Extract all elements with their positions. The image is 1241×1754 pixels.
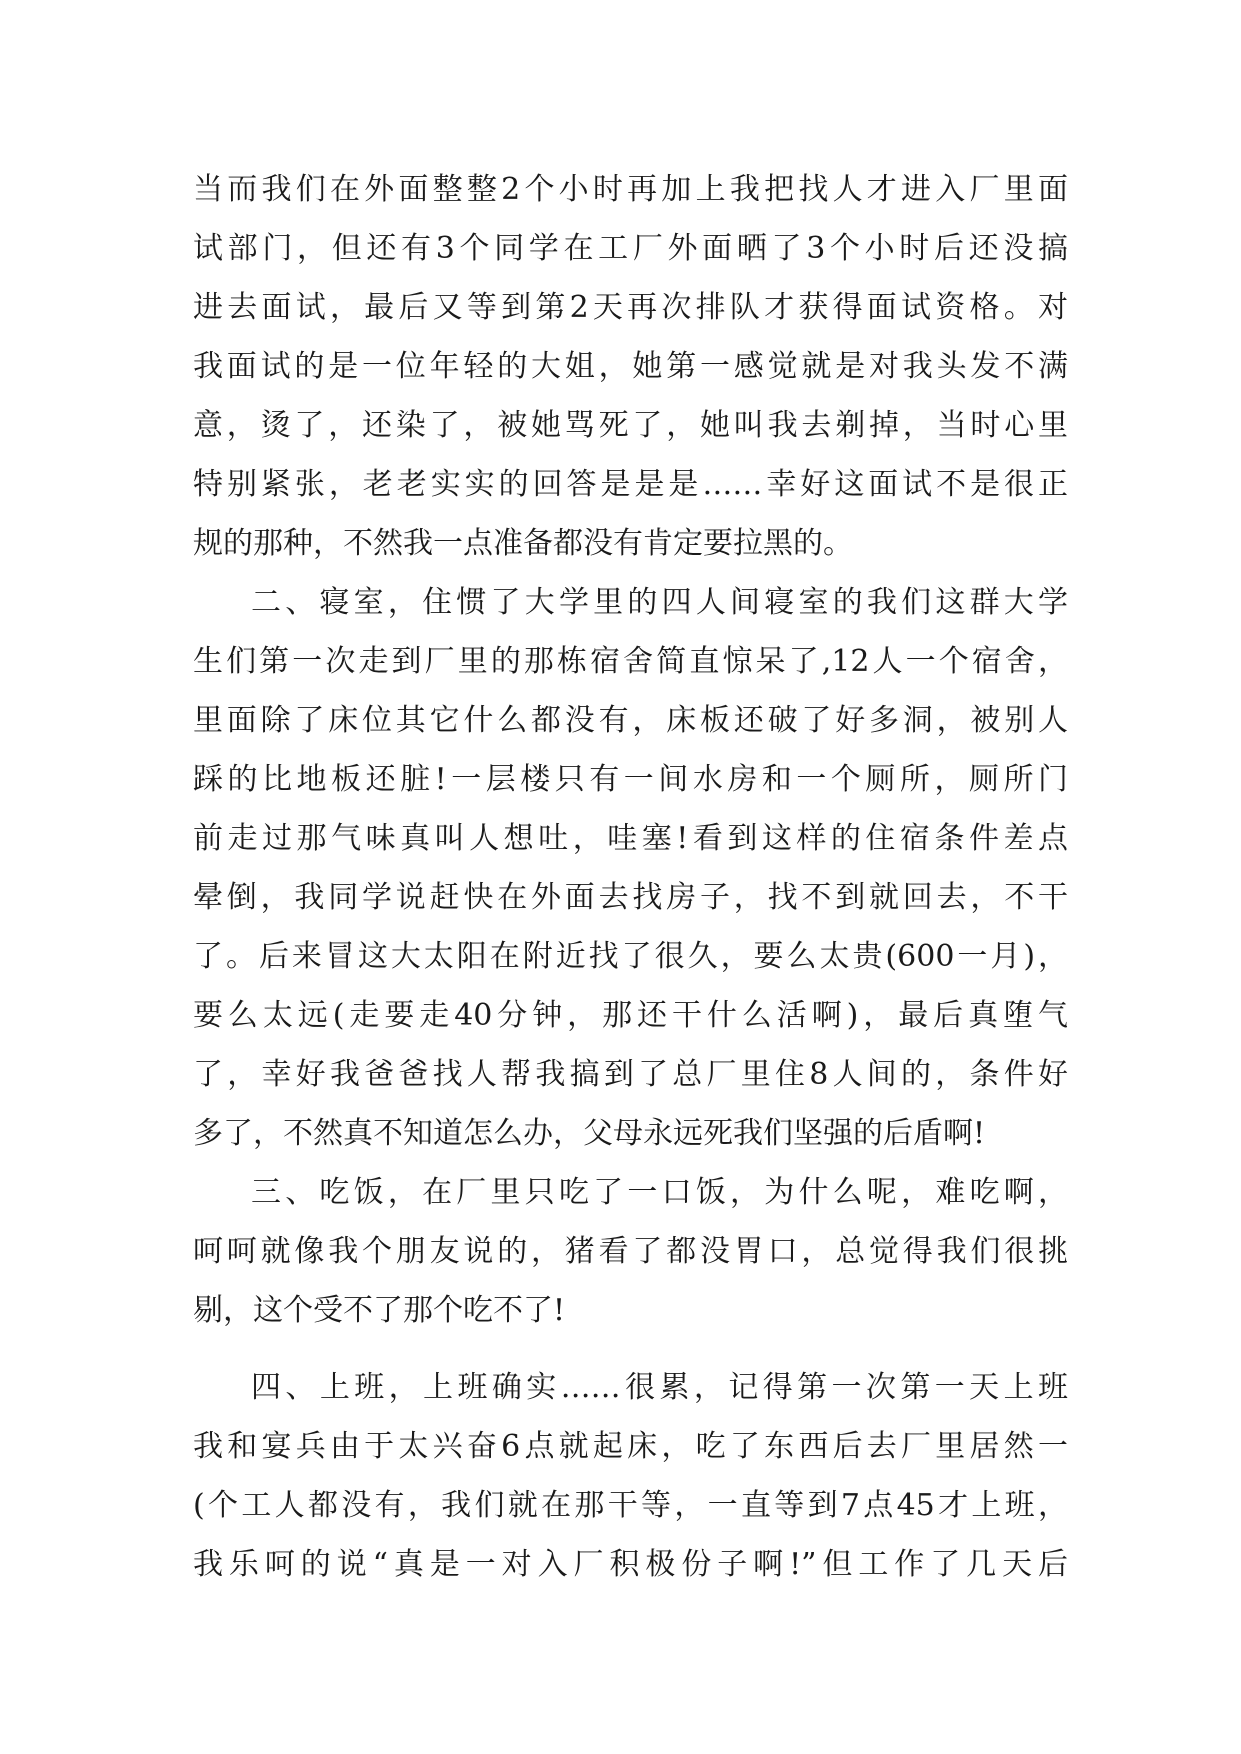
- paragraph-work: [193, 1358, 1068, 1594]
- text-line: 了，幸好我爸爸找人帮我搞到了总厂里住8人间的，条件好: [193, 1057, 1068, 1092]
- text-line: 生们第一次走到厂里的那栋宿舍简直惊呆了,12人一个宿舍，: [193, 644, 1068, 679]
- text-line: 多了，不然真不知道怎么办，父母永远死我们坚强的后盾啊!: [193, 1116, 986, 1151]
- document-body: [193, 160, 1068, 1594]
- text-line: 试部门，但还有3个同学在工厂外面晒了3个小时后还没搞: [193, 231, 1068, 266]
- text-line: 我和宴兵由于太兴奋6点就起床，吃了东西后去厂里居然一: [193, 1429, 1068, 1464]
- text-line: 了。后来冒这大太阳在附近找了很久，要么太贵(600一月)，: [193, 939, 1068, 974]
- paragraph-interview-continued: [193, 160, 1068, 573]
- text-line: 进去面试，最后又等到第2天再次排队才获得面试资格。对: [193, 290, 1068, 325]
- text-line: 里面除了床位其它什么都没有，床板还破了好多洞，被别人: [193, 703, 1068, 738]
- text-line: 特别紧张，老老实实的回答是是是……幸好这面试不是很正: [193, 467, 1068, 502]
- text-line: (个工人都没有，我们就在那干等，一直等到7点45才上班，: [193, 1488, 1068, 1523]
- text-line: 呵呵就像我个朋友说的，猪看了都没胃口，总觉得我们很挑: [193, 1234, 1068, 1269]
- text-line: 晕倒，我同学说赶快在外面去找房子，找不到就回去，不干: [193, 880, 1068, 915]
- text-line: 三、吃饭，在厂里只吃了一口饭，为什么呢，难吃啊，: [251, 1175, 1068, 1210]
- paragraph-dormitory: [193, 573, 1068, 1163]
- text-line: 当而我们在外面整整2个小时再加上我把找人才进入厂里面: [193, 172, 1068, 207]
- text-line: 意，烫了，还染了，被她骂死了，她叫我去剃掉，当时心里: [193, 408, 1068, 443]
- text-line: 规的那种，不然我一点准备都没有肯定要拉黑的。: [193, 526, 853, 561]
- paragraph-gap: [193, 1340, 1068, 1358]
- text-line: 前走过那气味真叫人想吐，哇塞!看到这样的住宿条件差点: [193, 821, 1068, 856]
- text-line: 要么太远(走要走40分钟，那还干什么活啊)，最后真堕气: [193, 998, 1068, 1033]
- text-line: 四、上班，上班确实……很累，记得第一次第一天上班: [251, 1370, 1068, 1405]
- text-line: 踩的比地板还脏!一层楼只有一间水房和一个厕所，厕所门: [193, 762, 1068, 797]
- text-line: 我乐呵的说“真是一对入厂积极份子啊!”但工作了几天后: [193, 1547, 1068, 1582]
- text-line: 二、寝室，住惯了大学里的四人间寝室的我们这群大学: [251, 585, 1068, 620]
- paragraph-meals: [193, 1163, 1068, 1340]
- text-line: 我面试的是一位年轻的大姐，她第一感觉就是对我头发不满: [193, 349, 1068, 384]
- text-line: 剔，这个受不了那个吃不了!: [193, 1293, 566, 1328]
